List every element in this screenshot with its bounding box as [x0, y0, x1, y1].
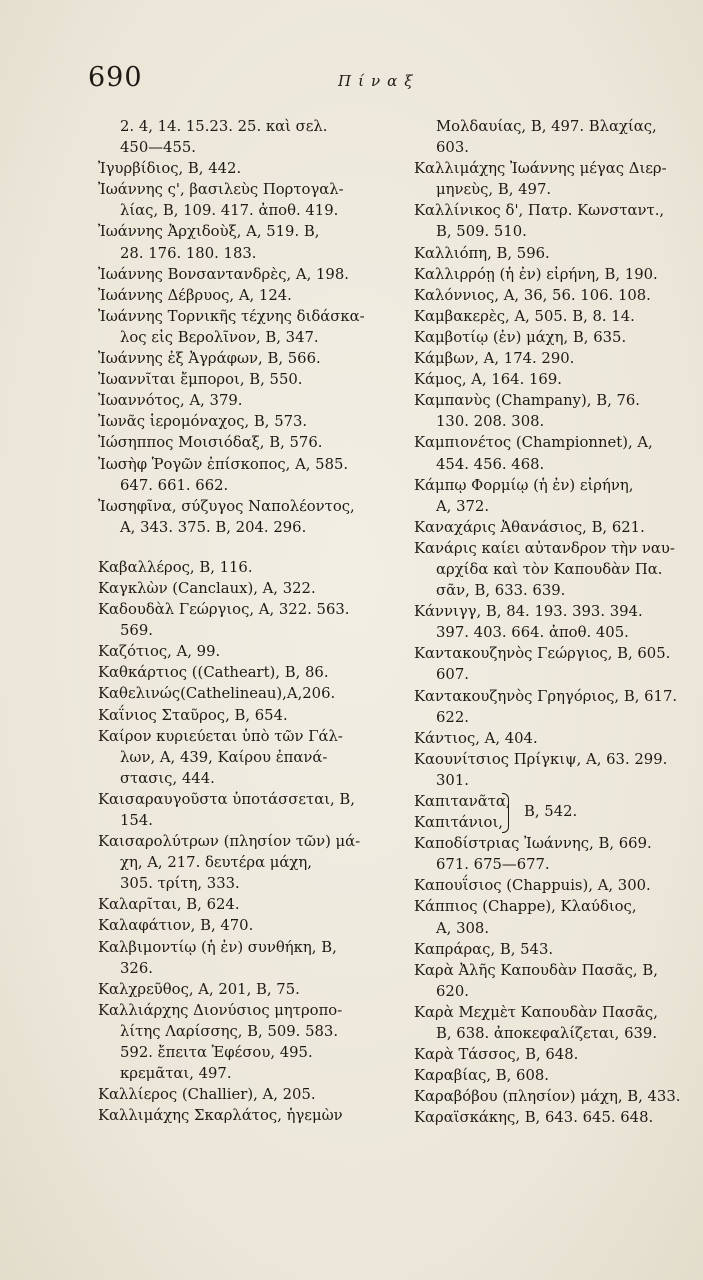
index-entry: Καισαρολύτρων (πλησίον τῶν) μά-: [98, 833, 361, 851]
index-entry-continuation: 28. 176. 180. 183.: [120, 244, 257, 262]
index-entry: Καραβίας, B, 608.: [414, 1067, 550, 1085]
index-entry: Κάμβων, A, 174. 290.: [414, 350, 575, 368]
index-entry: Καθκάρτιος ((Catheart), B, 86.: [98, 664, 329, 682]
index-entry: Καποδίστριας Ἰωάννης, B, 669.: [414, 835, 652, 853]
index-entry-continuation: 326.: [120, 959, 153, 977]
index-entry-continuation: 397. 403. 664. ἀποθ. 405.: [436, 624, 629, 642]
index-entry-continuation: στασις, 444.: [120, 769, 215, 787]
index-entry: Ἰωάννης Δέβρυος, A, 124.: [98, 286, 292, 304]
index-entry-continuation: 154.: [120, 812, 153, 829]
index-entry: Καδουδὰλ Γεώργιος, A, 322. 563.: [98, 601, 350, 619]
index-entry: Ἰωσὴφ Ῥογῶν ἐπίσκοπος, A, 585.: [98, 455, 349, 473]
index-entry: Ἰωάννης ς', βασιλεὺς Πορτογαλ-: [98, 181, 344, 199]
index-entry: Καλλίερος (Challier), A, 205.: [98, 1086, 316, 1104]
index-entry: Ἰωσηφῖνα, σύζυγος Ναπολέοντος,: [98, 497, 355, 515]
index-entry: Ἰωάννης ἐξ Ἀγράφων, B, 566.: [98, 350, 321, 368]
index-entry: Ἰωαννότος, A, 379.: [98, 392, 243, 410]
page-number: 690: [88, 62, 143, 93]
index-entry: Καλαρῖται, B, 624.: [98, 896, 240, 914]
index-entry-continuation: 2. 4, 14. 15.23. 25. καὶ σελ.: [120, 118, 328, 135]
index-entry: Ἰωνᾶς ἱερομόναχος, B, 573.: [98, 413, 308, 431]
index-entry: Καλόννιος, A, 36, 56. 106. 108.: [414, 286, 651, 304]
index-entry-continuation: 603.: [436, 139, 469, 157]
index-entry-continuation: 130. 208. 308.: [436, 413, 545, 431]
index-entry-reference: B, 542.: [524, 803, 578, 820]
index-entry: Καλλίνικος δ', Πατρ. Κωνσταντ.,: [414, 202, 665, 220]
index-entry: Καισαραυγοῦστα ὑποτάσσεται, B,: [98, 790, 355, 808]
index-entry-continuation: 671. 675—677.: [436, 856, 550, 874]
page-header: [88, 62, 663, 102]
index-entry: Καλβιμοντίῳ (ἡ ἐν) συνθήκη, B,: [98, 938, 337, 956]
index-entry-continuation: λος εἰς Βερολῖνον, B, 347.: [120, 328, 319, 346]
index-entry-continuation: μηνεὺς, B, 497.: [436, 181, 552, 199]
index-entry: Καίρον κυριεύεται ὑπὸ τῶν Γάλ-: [98, 727, 343, 745]
index-entry: Κάμπῳ Φορμίῳ (ἡ ἐν) εἰρήνη,: [414, 476, 634, 494]
bracketed-index-entry: [414, 791, 694, 833]
index-entry: Καπράρας, B, 543.: [414, 940, 554, 958]
index-entry: Καλλιμάχης Σκαρλάτος, ἡγεμὼν: [98, 1107, 343, 1125]
index-entry-continuation: 301.: [436, 771, 469, 789]
index-entry: Κάντιος, A, 404.: [414, 729, 538, 747]
index-entry-continuation: Μολδαυίας, B, 497. Βλαχίας,: [436, 118, 657, 135]
index-entry: Ἰωαννῖται ἔμποροι, B, 550.: [98, 371, 303, 389]
index-entry: Καλλιόπη, B, 596.: [414, 244, 550, 262]
index-entry: Κανάρις καίει αὐτανδρον τὴν ναυ-: [414, 539, 675, 557]
index-entry: Καβαλλέρος, B, 116.: [98, 558, 253, 576]
index-entry-continuation: κρεμᾶται, 497.: [120, 1065, 232, 1083]
index-entry-continuation: λίτης Λαρίσσης, B, 509. 583.: [120, 1022, 339, 1040]
index-entry: Καμπιονέτος (Championnet), A,: [414, 434, 653, 452]
index-entry-continuation: σᾶν, B, 633. 639.: [436, 582, 566, 600]
index-entry: Ἰγυρβίδιος, B, 442.: [98, 160, 242, 178]
index-entry-continuation: 450—455.: [120, 139, 196, 157]
index-entry-continuation: A, 343. 375. B, 204. 296.: [120, 518, 307, 536]
index-entry-heading: Καπιτανᾶτα,: [414, 793, 511, 810]
index-entry-continuation: 592. ἔπειτα Ἐφέσου, 495.: [120, 1044, 313, 1062]
index-entry-continuation: λων, A, 439, Καίρου ἐπανά-: [120, 748, 328, 766]
index-entry: Καΐνιος Σταῦρος, B, 654.: [98, 706, 288, 724]
index-entry: Κάππιος (Chappe), Κλαύδιος,: [414, 898, 637, 916]
index-entry-continuation: 607.: [436, 666, 469, 684]
index-entry-continuation: 647. 661. 662.: [120, 476, 229, 494]
index-entry: Καουνίτσιος Πρίγκιψ, A, 63. 299.: [414, 750, 668, 768]
index-entry: Καγκλὼν (Canclaux), A, 322.: [98, 579, 316, 597]
index-entry-continuation: 454. 456. 468.: [436, 455, 545, 473]
index-entry: Καντακουζηνὸς Γρηγόριος, B, 617.: [414, 687, 678, 705]
index-entry: Καντακουζηνὸς Γεώργιος, B, 605.: [414, 645, 671, 663]
index-entry: Κάννιγγ, B, 84. 193. 393. 394.: [414, 603, 643, 621]
section-gap: [98, 538, 388, 557]
index-entry: Καλαφάτιον, B, 470.: [98, 917, 254, 935]
index-entry: Καναχάρις Ἀθανάσιος, B, 621.: [414, 518, 645, 536]
index-entry: Καρὰ Ἀλῆς Καπουδὰν Πασᾶς, B,: [414, 961, 658, 979]
index-entry: Ἰωάννης Τορνικῆς τέχνης διδάσκα-: [98, 307, 365, 325]
index-entry: Καλλιρρόῃ (ἡ ἐν) εἰρήνη, B, 190.: [414, 265, 658, 283]
index-entry: Καραβόβου (πλησίον) μάχη, B, 433.: [414, 1088, 681, 1106]
index-entry: Καθελινώς(Cathelineau),A,206.: [98, 685, 336, 703]
index-entry: Καλχρεῦθος, A, 201, B, 75.: [98, 980, 300, 998]
index-entry-continuation: 622.: [436, 708, 469, 726]
index-entry: Καμπανὺς (Champany), B, 76.: [414, 392, 641, 410]
index-entry: Καπουΐσιος (Chappuis), A, 300.: [414, 877, 651, 895]
index-column-left: [98, 116, 388, 1126]
index-entry: Καζότιος, A, 99.: [98, 643, 221, 661]
index-entry: Καλλιμάχης Ἰωάννης μέγας Διερ-: [414, 160, 667, 178]
index-entry: Καλλιάρχης Διονύσιος μητροπο-: [98, 1001, 343, 1019]
index-entry: Ἰωάννης Βονσαντανδρὲς, A, 198.: [98, 265, 349, 283]
index-entry: Καμβοτίῳ (ἐν) μάχη, B, 635.: [414, 328, 627, 346]
index-entry-heading: Καπιτάνιοι,: [414, 814, 503, 831]
index-entry-continuation: A, 308.: [436, 919, 490, 937]
running-head: Πίναξ: [338, 72, 420, 90]
index-entry: Καρὰ Μεχμὲτ Καπουδὰν Πασᾶς,: [414, 1003, 658, 1021]
index-entry: Καμβακερὲς, A, 505. B, 8. 14.: [414, 307, 635, 325]
index-entry-continuation: 569.: [120, 622, 153, 640]
brace-mark: [502, 793, 509, 833]
index-entry-continuation: χη, A, 217. δευτέρα μάχη,: [120, 854, 312, 872]
index-entry-continuation: λίας, B, 109. 417. ἀποθ. 419.: [120, 202, 339, 220]
index-entry: Ἰωάννης Ἀρχιδοὺξ, A, 519. B,: [98, 223, 320, 241]
index-entry-continuation: αρχίδα καὶ τὸν Καπουδὰν Πα.: [436, 560, 663, 578]
index-entry: Καρὰ Τάσσος, B, 648.: [414, 1046, 579, 1064]
index-column-right: [414, 116, 694, 1129]
index-entry-continuation: B, 638. ἀποκεφαλίζεται, 639.: [436, 1025, 658, 1043]
index-entry: Καραϊσκάκης, B, 643. 645. 648.: [414, 1109, 654, 1127]
index-entry-continuation: B, 509. 510.: [436, 223, 527, 241]
index-entry: Ἰώσηππος Μοισιόδαξ, B, 576.: [98, 434, 323, 452]
index-entry-continuation: 620.: [436, 982, 469, 1000]
index-entry-continuation: 305. τρίτη, 333.: [120, 875, 240, 893]
index-entry-continuation: A, 372.: [436, 497, 490, 515]
index-entry: Κάμος, A, 164. 169.: [414, 371, 562, 389]
